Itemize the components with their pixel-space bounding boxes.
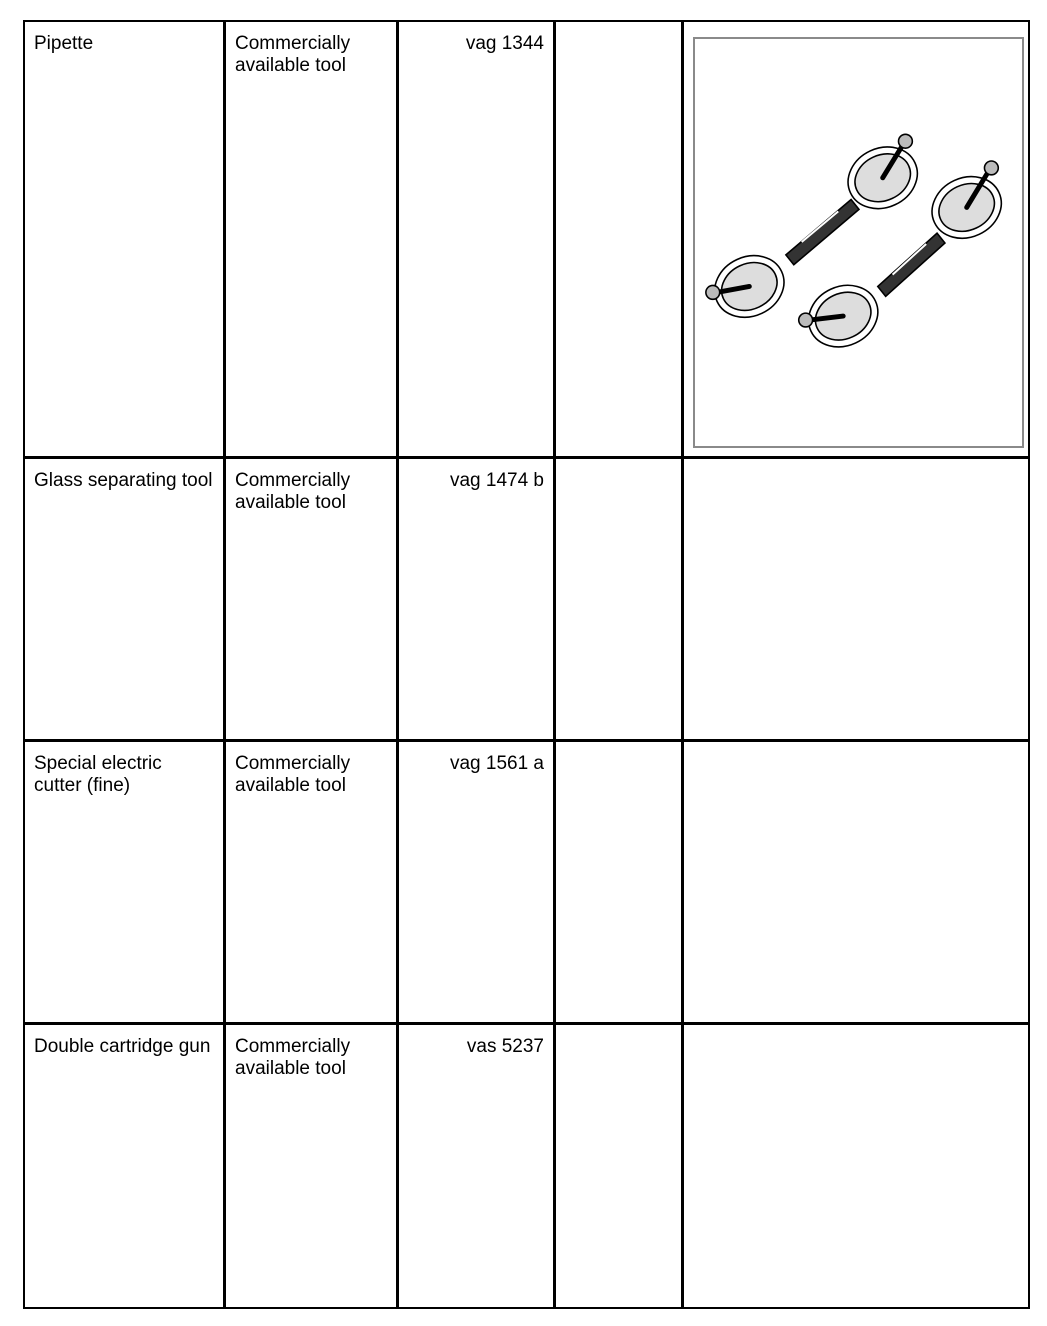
table-row — [25, 22, 1028, 456]
tool-source: Commercially available tool — [235, 753, 351, 796]
tool-extra — [556, 22, 681, 456]
tool-illustration-cell — [684, 1025, 1028, 1307]
table-row — [25, 459, 1028, 739]
tool-extra — [556, 742, 681, 1022]
tool-source: Commercially available tool — [235, 1036, 351, 1079]
suction-cup-lifter-icon — [693, 37, 1024, 448]
tool-part-number: vag 1474 b — [449, 470, 544, 491]
tool-part-number: vas 5237 — [466, 1036, 544, 1057]
tool-name: Special electric cutter (fine) — [34, 753, 162, 796]
tool-part-number: vag 1344 — [465, 33, 544, 54]
tool-illustration-cell — [684, 22, 1028, 456]
tools-table — [23, 20, 1030, 1309]
table-row — [25, 742, 1028, 1022]
tool-source: Commercially available tool — [235, 470, 351, 513]
tool-illustration-cell — [684, 742, 1028, 1022]
tool-part-number: vag 1561 a — [449, 753, 544, 774]
tool-name: Glass separating tool — [34, 470, 213, 491]
tool-extra — [556, 459, 681, 739]
tool-illustration-cell — [684, 459, 1028, 739]
tool-source: Commercially available tool — [235, 33, 351, 76]
tool-name: Pipette — [34, 33, 94, 54]
table-row — [25, 1025, 1028, 1307]
tool-name: Double cartridge gun — [34, 1036, 211, 1057]
tool-extra — [556, 1025, 681, 1307]
